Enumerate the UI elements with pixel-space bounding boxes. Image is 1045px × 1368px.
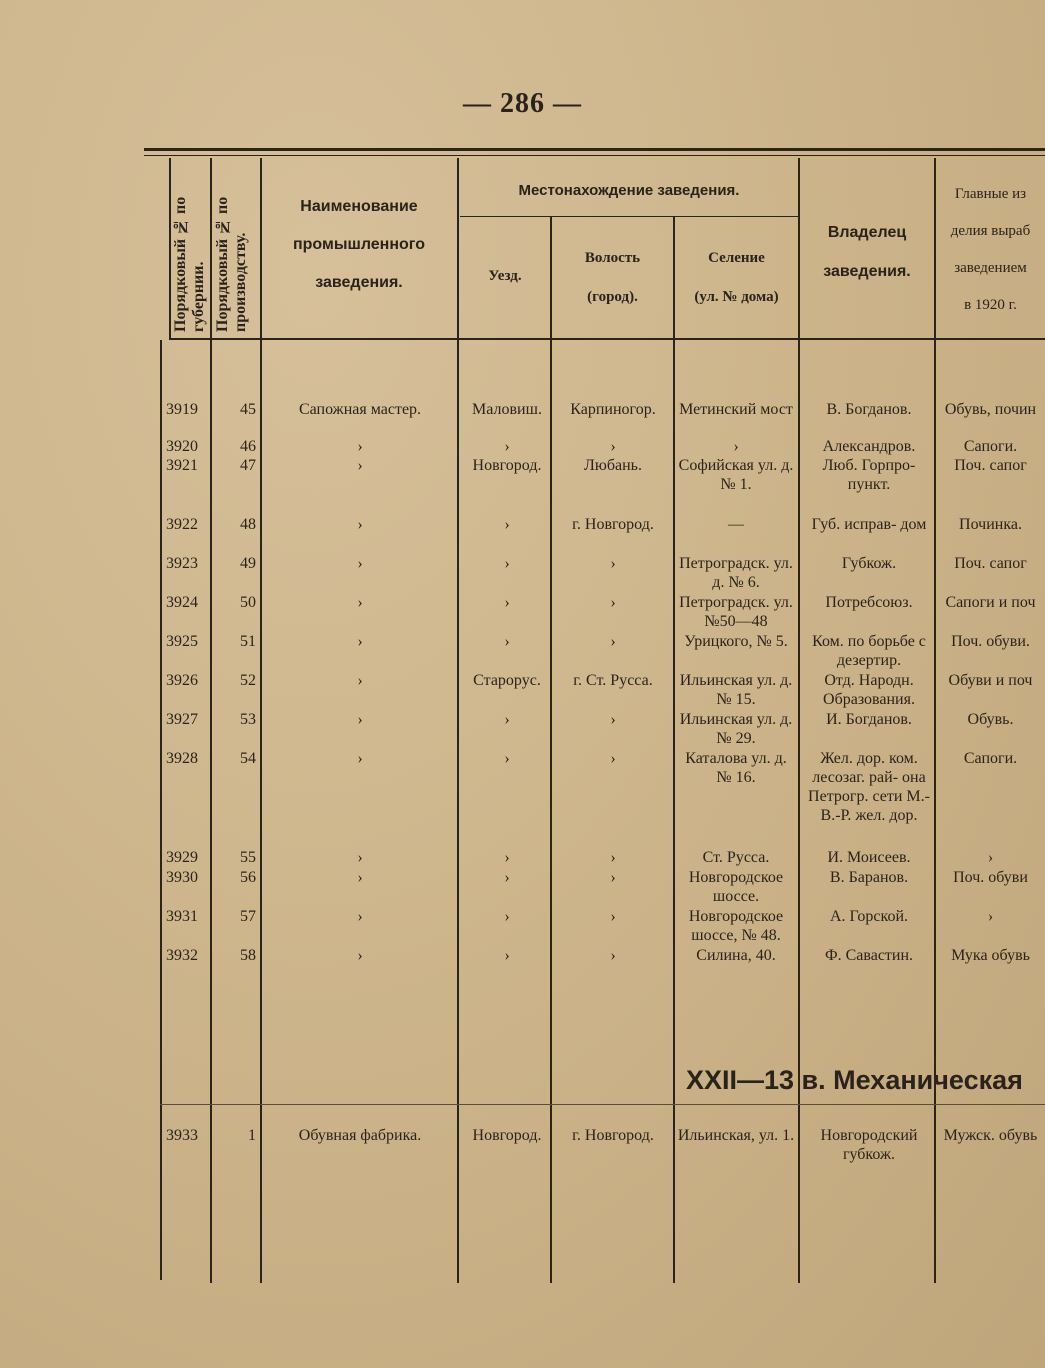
row-volost: ›: [610, 555, 616, 572]
header-name-line-1: Наименование: [300, 198, 418, 215]
row-selenie: Петроградск. ул. д. № 6.: [679, 555, 793, 591]
row-uezd: Маловиш.: [472, 401, 542, 418]
row-name: ›: [357, 672, 363, 689]
row-owner: Губ. исправ- дом: [811, 516, 927, 533]
row-selenie: Силина, 40.: [696, 947, 776, 964]
row-owner: Ф. Савастин.: [824, 947, 914, 964]
header-volost-line-2: (город).: [587, 289, 638, 305]
row-product: Сапоги.: [963, 438, 1018, 455]
row-num: 3926: [166, 672, 198, 689]
row-order: 1: [248, 1127, 256, 1144]
header-products-line-1: Главные из: [954, 186, 1027, 202]
row-selenie: Урицкого, № 5.: [684, 633, 788, 650]
header-selenie: [675, 244, 798, 312]
row-num: 3922: [166, 516, 198, 533]
top-rule: [144, 148, 1045, 151]
top-rule-thin: [144, 155, 1045, 156]
row-selenie: Ильинская ул. д. № 15.: [679, 672, 793, 708]
row-owner: Отд. Народн. Образования.: [823, 672, 915, 708]
row-owner: И. Моисеев.: [827, 849, 911, 866]
row-owner: Потребсоюз.: [825, 594, 913, 611]
row-uezd: ›: [504, 711, 510, 728]
row-selenie: —: [728, 516, 744, 533]
row-order: 49: [240, 555, 256, 572]
header-uezd: Уезд.: [488, 268, 522, 284]
row-volost: г. Новгород.: [572, 516, 654, 533]
header-products-line-2: делия выраб: [950, 223, 1031, 239]
row-name: ›: [357, 750, 363, 767]
row-product: Поч. сапог: [954, 457, 1027, 474]
row-num: 3919: [166, 401, 198, 418]
row-selenie: Новгородское шоссе, № 48.: [688, 908, 784, 944]
row-product: Обувь, почин: [944, 401, 1037, 418]
row-uezd: ›: [504, 947, 510, 964]
header-volost: [552, 244, 673, 312]
row-volost: ›: [610, 849, 616, 866]
row-product: Мука обувь: [951, 947, 1030, 964]
row-volost: Карпиногор.: [570, 401, 656, 418]
header-bottom-rule: [170, 338, 1045, 340]
header-location-group: Местонахождение заведения.: [518, 182, 740, 199]
row-product: Обувь.: [967, 711, 1014, 728]
header-name-line-3: заведения.: [315, 274, 403, 291]
row-num: 3923: [166, 555, 198, 572]
header-owner-line-2: заведения.: [823, 263, 911, 280]
row-selenie: Ильинская ул. д. № 29.: [679, 711, 793, 747]
col-line-7: [798, 158, 800, 1283]
row-order: 46: [240, 438, 256, 455]
row-num: 3931: [166, 908, 198, 925]
col-line-0: [160, 340, 162, 1280]
row-owner: В. Баранов.: [829, 869, 909, 886]
row-name: ›: [357, 908, 363, 925]
page-number: — 286 —: [463, 88, 582, 119]
col-line-3: [260, 158, 262, 1283]
row-num: 3927: [166, 711, 198, 728]
row-uezd: ›: [504, 516, 510, 533]
row-uezd: Старорус.: [473, 672, 541, 689]
row-num: 3932: [166, 947, 198, 964]
row-order: 45: [240, 401, 256, 418]
row-volost: ›: [610, 908, 616, 925]
header-owner: [800, 218, 934, 286]
row-product: Сапоги и поч: [945, 594, 1036, 611]
row-selenie: Метинский мост: [679, 401, 793, 418]
row-selenie: ›: [733, 438, 739, 455]
row-num: 3933: [166, 1127, 198, 1144]
row-order: 48: [240, 516, 256, 533]
row-name: ›: [357, 947, 363, 964]
row-owner: Александров.: [822, 438, 916, 455]
row-name: ›: [357, 457, 363, 474]
header-name: [262, 192, 456, 297]
row-order: 47: [240, 457, 256, 474]
row-uezd: ›: [504, 438, 510, 455]
row-owner: Ком. по борьбе с дезертир.: [812, 633, 926, 669]
row-selenie: Ильинская, ул. 1.: [677, 1127, 795, 1144]
row-order: 56: [240, 869, 256, 886]
header-volost-line-1: Волость: [584, 250, 641, 266]
header-name-line-2: промышленного: [292, 236, 425, 253]
header-order-gub: Порядковый № по губернии.: [172, 196, 207, 332]
row-volost: ›: [610, 947, 616, 964]
row-name: ›: [357, 516, 363, 533]
row-owner: Люб. Горпро- пункт.: [822, 457, 916, 493]
header-products-line-4: в 1920 г.: [964, 297, 1017, 313]
row-volost: ›: [610, 711, 616, 728]
header-selenie-line-1: Селение: [708, 250, 765, 266]
row-name: ›: [357, 438, 363, 455]
row-uezd: ›: [504, 849, 510, 866]
row-product: ›: [987, 849, 994, 866]
row-order: 52: [240, 672, 256, 689]
row-volost: ›: [610, 750, 616, 767]
row-product: Поч. сапог: [954, 555, 1027, 572]
row-uezd: ›: [504, 908, 510, 925]
row-uezd: ›: [504, 633, 510, 650]
row-volost: ›: [610, 594, 616, 611]
row-name: ›: [357, 869, 363, 886]
row-owner: И. Богданов.: [826, 711, 912, 728]
row-num: 3924: [166, 594, 198, 611]
header-owner-line-1: Владелец: [827, 224, 907, 241]
row-name: ›: [357, 849, 363, 866]
row-selenie: Софийская ул. д. № 1.: [678, 457, 794, 493]
row-owner: Губкож.: [841, 555, 897, 572]
row-num: 3930: [166, 869, 198, 886]
row-name: Обувная фабрика.: [298, 1127, 422, 1144]
col-line-4: [457, 158, 459, 1283]
row-name: ›: [357, 594, 363, 611]
row-volost: г. Ст. Русса.: [573, 672, 653, 689]
row-uezd: ›: [504, 594, 510, 611]
row-order: 55: [240, 849, 256, 866]
header-products: [936, 180, 1045, 320]
row-product: Обуви и поч: [948, 672, 1033, 689]
row-order: 57: [240, 908, 256, 925]
section-title: XXII—13 в. Механическая: [686, 1065, 1023, 1095]
row-name: ›: [357, 555, 363, 572]
row-num: 3920: [166, 438, 198, 455]
row-order: 58: [240, 947, 256, 964]
row-name: Сапожная мастер.: [298, 401, 422, 418]
row-selenie: Ст. Русса.: [702, 849, 770, 866]
row-selenie: Каталова ул. д. № 16.: [685, 750, 787, 786]
row-product: ›: [987, 908, 994, 925]
section-top-rule: [160, 1104, 1045, 1105]
header-order-prod: Порядковый № по производству.: [214, 196, 249, 332]
row-owner: А. Горской.: [829, 908, 909, 925]
row-product: Сапоги.: [963, 750, 1018, 767]
row-num: 3921: [166, 457, 198, 474]
col-line-1: [169, 158, 171, 340]
row-product: Поч. обуви: [953, 869, 1028, 886]
row-order: 53: [240, 711, 256, 728]
row-volost: ›: [610, 438, 616, 455]
row-volost: Любань.: [584, 457, 642, 474]
row-name: ›: [357, 633, 363, 650]
row-uezd: ›: [504, 869, 510, 886]
row-name: ›: [357, 711, 363, 728]
row-uezd: ›: [504, 750, 510, 767]
row-num: 3925: [166, 633, 198, 650]
location-group-rule: [460, 216, 798, 217]
row-num: 3929: [166, 849, 198, 866]
row-volost: ›: [610, 869, 616, 886]
header-selenie-line-2: (ул. № дома): [694, 289, 779, 305]
row-product: Поч. обуви.: [951, 633, 1030, 650]
row-product: Мужск. обувь: [943, 1127, 1038, 1144]
row-order: 54: [240, 750, 256, 767]
row-uezd: Новгород.: [472, 1127, 542, 1144]
row-product: Починка.: [959, 516, 1022, 533]
row-volost: г. Новгород.: [572, 1127, 654, 1144]
row-owner: В. Богданов.: [826, 401, 912, 418]
row-selenie: Петроградск. ул. №50—48: [679, 594, 793, 630]
row-volost: ›: [610, 633, 616, 650]
row-order: 50: [240, 594, 256, 611]
row-selenie: Новгородское шоссе.: [688, 869, 784, 905]
row-uezd: ›: [504, 555, 510, 572]
row-num: 3928: [166, 750, 198, 767]
row-owner: Новгородский губкож.: [820, 1127, 918, 1163]
row-uezd: Новгород.: [472, 457, 542, 474]
row-owner: Жел. дор. ком. лесозаг. рай- она Петрогр. сети М.-В.-Р. жел. дор.: [808, 750, 930, 824]
row-order: 51: [240, 633, 256, 650]
header-products-line-3: заведением: [954, 260, 1027, 276]
